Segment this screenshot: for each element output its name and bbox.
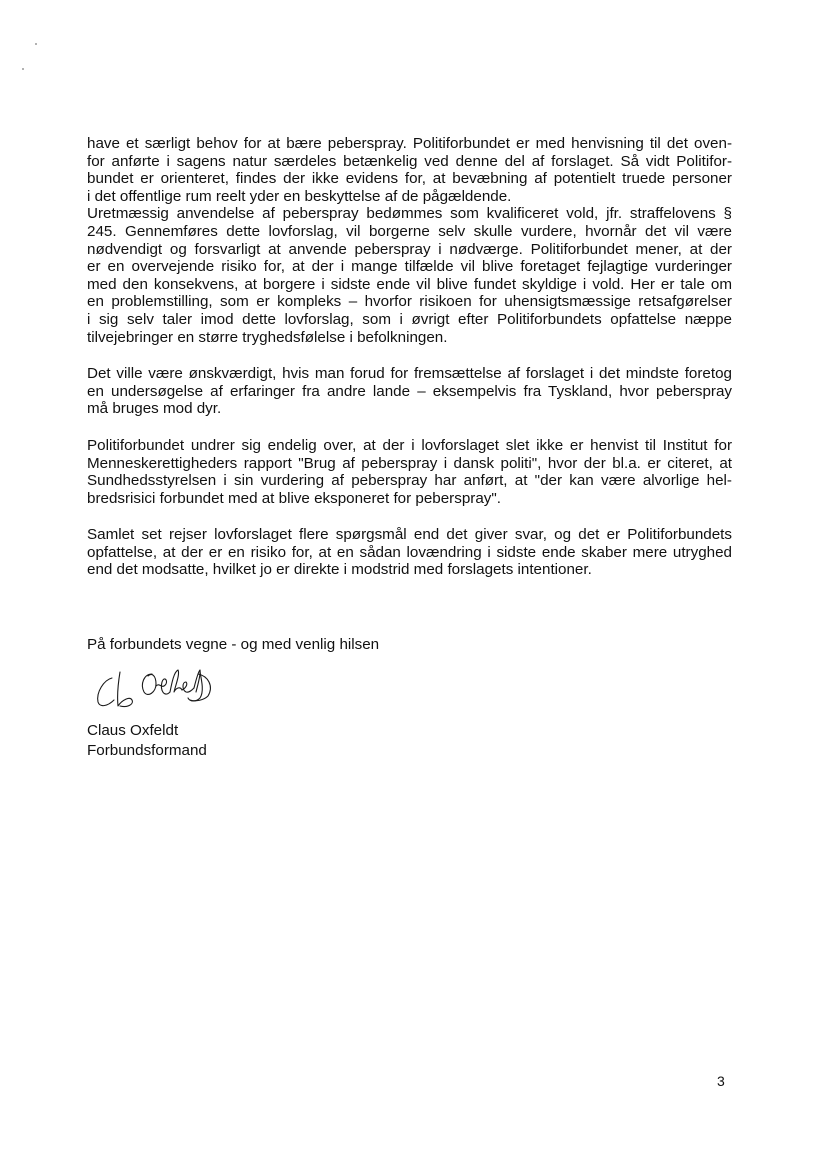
text-line: opfattelse, at der er en risiko for, at en sådan lovændring i sidste ende skaber mere utryghed [87,543,732,561]
text-line: er en overvejende risiko for, at der i mange tilfælde vil blive foretaget fejlagtige vurderinger [87,258,732,276]
signer-name: Claus Oxfeldt [87,722,179,739]
signer-block [87,721,207,761]
text-line: må bruges mod dyr. [87,400,222,418]
text-line: bredsrisici forbundet med at blive eksponeret for peberspray". [87,489,501,507]
text-line: i det offentlige rum reelt yder en beskyttelse af de pågældende. [87,187,512,205]
paragraph [87,526,732,579]
text-line: 245. Gennemføres dette lovforslag, vil borgerne selv skulle vurdere, hvornår det vil være [87,222,732,240]
handwritten-signature [90,662,220,714]
text-line: Det ville være ønskværdigt, hvis man forud for fremsættelse af forslaget i det mindste foretog [87,365,732,383]
letter-body [87,135,732,579]
text-line: Samlet set rejser lovforslaget flere spørgsmål end det giver svar, og det er Politiforbundets [87,526,732,544]
paragraph [87,365,732,418]
text-line: Uretmæssig anvendelse af peberspray bedømmes som kvalificeret vold, jfr. straffelovens § [87,205,732,223]
paragraph [87,135,732,346]
text-line: i sig selv taler imod dette lovforslag, som i øvrigt efter Politiforbundets opfattelse næppe [87,310,732,328]
text-line: Politiforbundet undrer sig endelig over, at der i lovforslaget slet ikke er henvist til Institut for [87,436,732,454]
text-line: Menneskerettigheders rapport "Brug af peberspray i dansk politi", hvor der bl.a. er citeret, at [87,454,732,472]
text-line: tilvejebringer en større tryghedsfølelse i befolkningen. [87,328,448,346]
text-line: med den konsekvens, at borgere i sidste ende vil blive fundet skyldige i vold. Her er tale om [87,275,732,293]
text-line: Sundhedsstyrelsen i sin vurdering af peberspray har anført, at "der kan være alvorlige hel- [87,472,732,490]
closing-greeting: På forbundets vegne - og med venlig hilsen [87,636,380,653]
text-line: for anførte i sagens natur særdeles betænkelig ved denne del af forslaget. Så vidt Politifor- [87,152,732,170]
text-line: en undersøgelse af erfaringer fra andre lande – eksempelvis fra Tyskland, hvor peberspray [87,382,732,400]
scan-speck [35,43,37,45]
text-line: have et særligt behov for at bære peberspray. Politiforbundet er med henvisning til det oven- [87,135,732,152]
page-number: 3 [717,1073,725,1089]
text-line: end det modsatte, hvilket jo er direkte i modstrid med forslagets intentioner. [87,561,592,579]
text-line: nødvendigt og forsvarligt at anvende peberspray i nødværge. Politiforbundet mener, at der [87,240,732,258]
text-line: en problemstilling, som er kompleks – hvorfor risikoen for uhensigtsmæssige retsafgørelser [87,293,732,311]
paragraph [87,437,732,507]
signer-title: Forbundsformand [87,742,207,759]
scan-speck [22,68,24,70]
text-line: bundet er orienteret, findes der ikke evidens for, at bevæbning af potentielt truede personer [87,170,732,188]
